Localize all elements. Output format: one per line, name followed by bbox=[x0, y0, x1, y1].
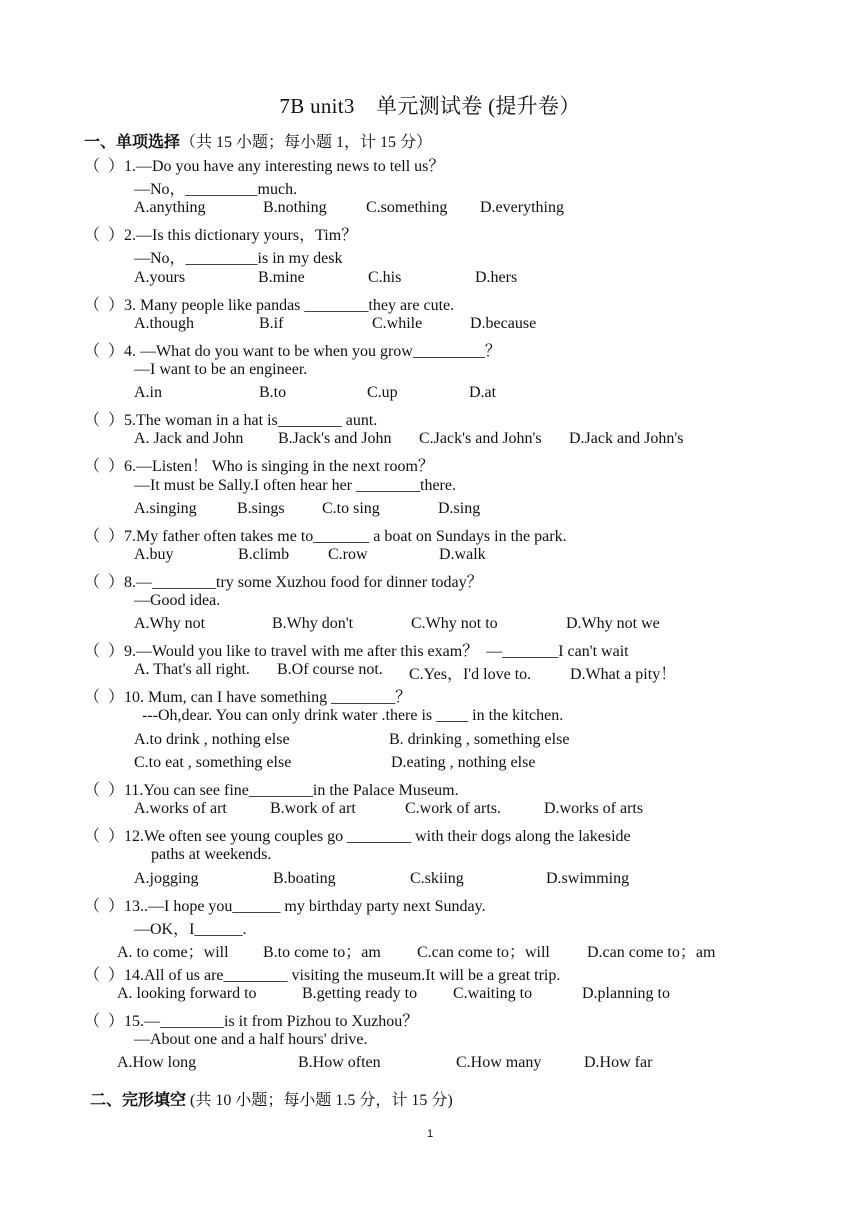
option-d: D.Jack and John's bbox=[569, 430, 684, 447]
option-c: C.Yes，I'd love to. bbox=[409, 666, 532, 683]
question-stem: （ ）6.—Listen！ Who is singing in the next room？ bbox=[84, 458, 434, 475]
option-b: B.climb bbox=[238, 546, 290, 563]
question-line: —About one and a half hours' drive. bbox=[134, 1031, 368, 1048]
option-b: B.mine bbox=[258, 269, 305, 286]
option-d: D.Why not we bbox=[566, 615, 660, 632]
option-a: A.jogging bbox=[134, 870, 199, 887]
question-stem: （ ）12.We often see young couples go ________ with their dogs along the lakeside bbox=[84, 828, 631, 845]
option-d: D.because bbox=[470, 315, 537, 332]
option-a: A.though bbox=[134, 315, 194, 332]
option-c: C.to sing bbox=[322, 500, 380, 517]
option-d: D.sing bbox=[438, 500, 481, 517]
option-a: A.How long bbox=[117, 1054, 197, 1071]
option-b: B.to bbox=[259, 384, 287, 401]
question-line: —No，_________much. bbox=[134, 181, 298, 198]
question-line: —It must be Sally.I often hear her ________there. bbox=[134, 477, 456, 494]
question-stem: （ ）3. Many people like pandas ________they are cute. bbox=[84, 297, 455, 314]
option-c: C.Jack's and John's bbox=[419, 430, 542, 447]
option-b: B.sings bbox=[237, 500, 285, 517]
question-stem: （ ）11.You can see fine________in the Palace Museum. bbox=[84, 782, 459, 799]
page-number: 1 bbox=[426, 1128, 434, 1140]
option-d: D.walk bbox=[439, 546, 486, 563]
question-stem: （ ）7.My father often takes me to_______ a boat on Sundays in the park. bbox=[84, 528, 567, 545]
option-c: C.work of arts. bbox=[405, 800, 501, 817]
question-stem: （ ）14.All of us are________ visiting the museum.It will be a great trip. bbox=[84, 967, 561, 984]
option-a: A. That's all right. bbox=[134, 661, 250, 678]
question-stem: （ ）10. Mum, can I have something ________？ bbox=[84, 689, 412, 706]
option-d: D.How far bbox=[584, 1054, 653, 1071]
option-b: B.Jack's and John bbox=[278, 430, 392, 447]
question-stem: （ ）2.—Is this dictionary yours，Tim？ bbox=[84, 227, 358, 244]
option-a: A. looking forward to bbox=[117, 985, 257, 1002]
option-d: D.can come to；am bbox=[587, 944, 716, 961]
question-line: paths at weekends. bbox=[151, 846, 272, 863]
option-c: C.waiting to bbox=[453, 985, 533, 1002]
option-d: D.swimming bbox=[546, 870, 630, 887]
section-label: 二、完形填空 bbox=[90, 1092, 187, 1109]
option-c: C.can come to；will bbox=[417, 944, 550, 961]
option-b: B.boating bbox=[273, 870, 336, 887]
question-stem: （ ）4. —What do you want to be when you grow_________？ bbox=[84, 343, 501, 360]
question-stem: （ ）15.—________is it from Pizhou to Xuzhou？ bbox=[84, 1013, 419, 1030]
section-label: 一、单项选择 bbox=[84, 134, 181, 151]
question-line: —Good idea. bbox=[134, 592, 221, 609]
option-a: A.Why not bbox=[134, 615, 206, 632]
option-b: B.to come to；am bbox=[263, 944, 381, 961]
option-d: D.everything bbox=[480, 199, 564, 216]
option-c: C.to eat , something else bbox=[134, 754, 292, 771]
question-stem: （ ）8.—________try some Xuzhou food for dinner today？ bbox=[84, 574, 483, 591]
option-c: C.while bbox=[372, 315, 423, 332]
option-b: B. drinking , something else bbox=[389, 731, 570, 748]
option-a: A. to come；will bbox=[117, 944, 229, 961]
section-info: (共 10 小题；每小题 1.5 分，计 15 分) bbox=[186, 1092, 453, 1109]
option-d: D.eating , nothing else bbox=[391, 754, 536, 771]
option-c: C.How many bbox=[456, 1054, 542, 1071]
question-line: —I want to be an engineer. bbox=[134, 361, 308, 378]
option-a: A.in bbox=[134, 384, 162, 401]
option-b: B.Why don't bbox=[272, 615, 354, 632]
option-d: D.hers bbox=[475, 269, 518, 286]
question-stem: （ ）1.—Do you have any interesting news to tell us？ bbox=[84, 158, 445, 175]
option-a: A.works of art bbox=[134, 800, 227, 817]
option-c: C.row bbox=[328, 546, 368, 563]
section-heading-cloze bbox=[90, 1087, 453, 1110]
section-info: （共 15 小题；每小题 1，计 15 分） bbox=[180, 134, 433, 151]
option-b: B.nothing bbox=[263, 199, 327, 216]
option-b: B.How often bbox=[298, 1054, 381, 1071]
question-stem: （ ）9.—Would you like to travel with me after this exam？ —_______I can't wait bbox=[84, 643, 629, 660]
question-line: —OK，I______. bbox=[134, 921, 247, 938]
option-a: A.yours bbox=[134, 269, 186, 286]
option-b: B.getting ready to bbox=[302, 985, 418, 1002]
option-c: C.up bbox=[367, 384, 398, 401]
section-heading-single-choice bbox=[84, 129, 432, 152]
option-a: A. Jack and John bbox=[134, 430, 244, 447]
question-line: ---Oh,dear. You can only drink water .there is ____ in the kitchen. bbox=[138, 707, 564, 724]
option-c: C.something bbox=[366, 199, 448, 216]
question-line: —No，_________is in my desk bbox=[134, 250, 343, 267]
page-title: 7B unit3 单元测试卷 (提升卷） bbox=[279, 94, 581, 118]
option-c: C.his bbox=[368, 269, 402, 286]
option-b: B.if bbox=[259, 315, 284, 332]
option-b: B.Of course not. bbox=[277, 661, 383, 678]
option-c: C.skiing bbox=[410, 870, 464, 887]
question-stem: （ ）5.The woman in a hat is________ aunt. bbox=[84, 412, 378, 429]
option-d: D.at bbox=[469, 384, 497, 401]
option-c: C.Why not to bbox=[411, 615, 498, 632]
option-a: A.singing bbox=[134, 500, 197, 517]
option-b: B.work of art bbox=[270, 800, 356, 817]
option-a: A.anything bbox=[134, 199, 206, 216]
option-d: D.planning to bbox=[582, 985, 670, 1002]
option-a: A.to drink , nothing else bbox=[134, 731, 290, 748]
option-a: A.buy bbox=[134, 546, 174, 563]
option-d: D.works of arts bbox=[544, 800, 644, 817]
question-stem: （ ）13..—I hope you______ my birthday party next Sunday. bbox=[84, 898, 486, 915]
option-d: D.What a pity！ bbox=[570, 666, 677, 683]
